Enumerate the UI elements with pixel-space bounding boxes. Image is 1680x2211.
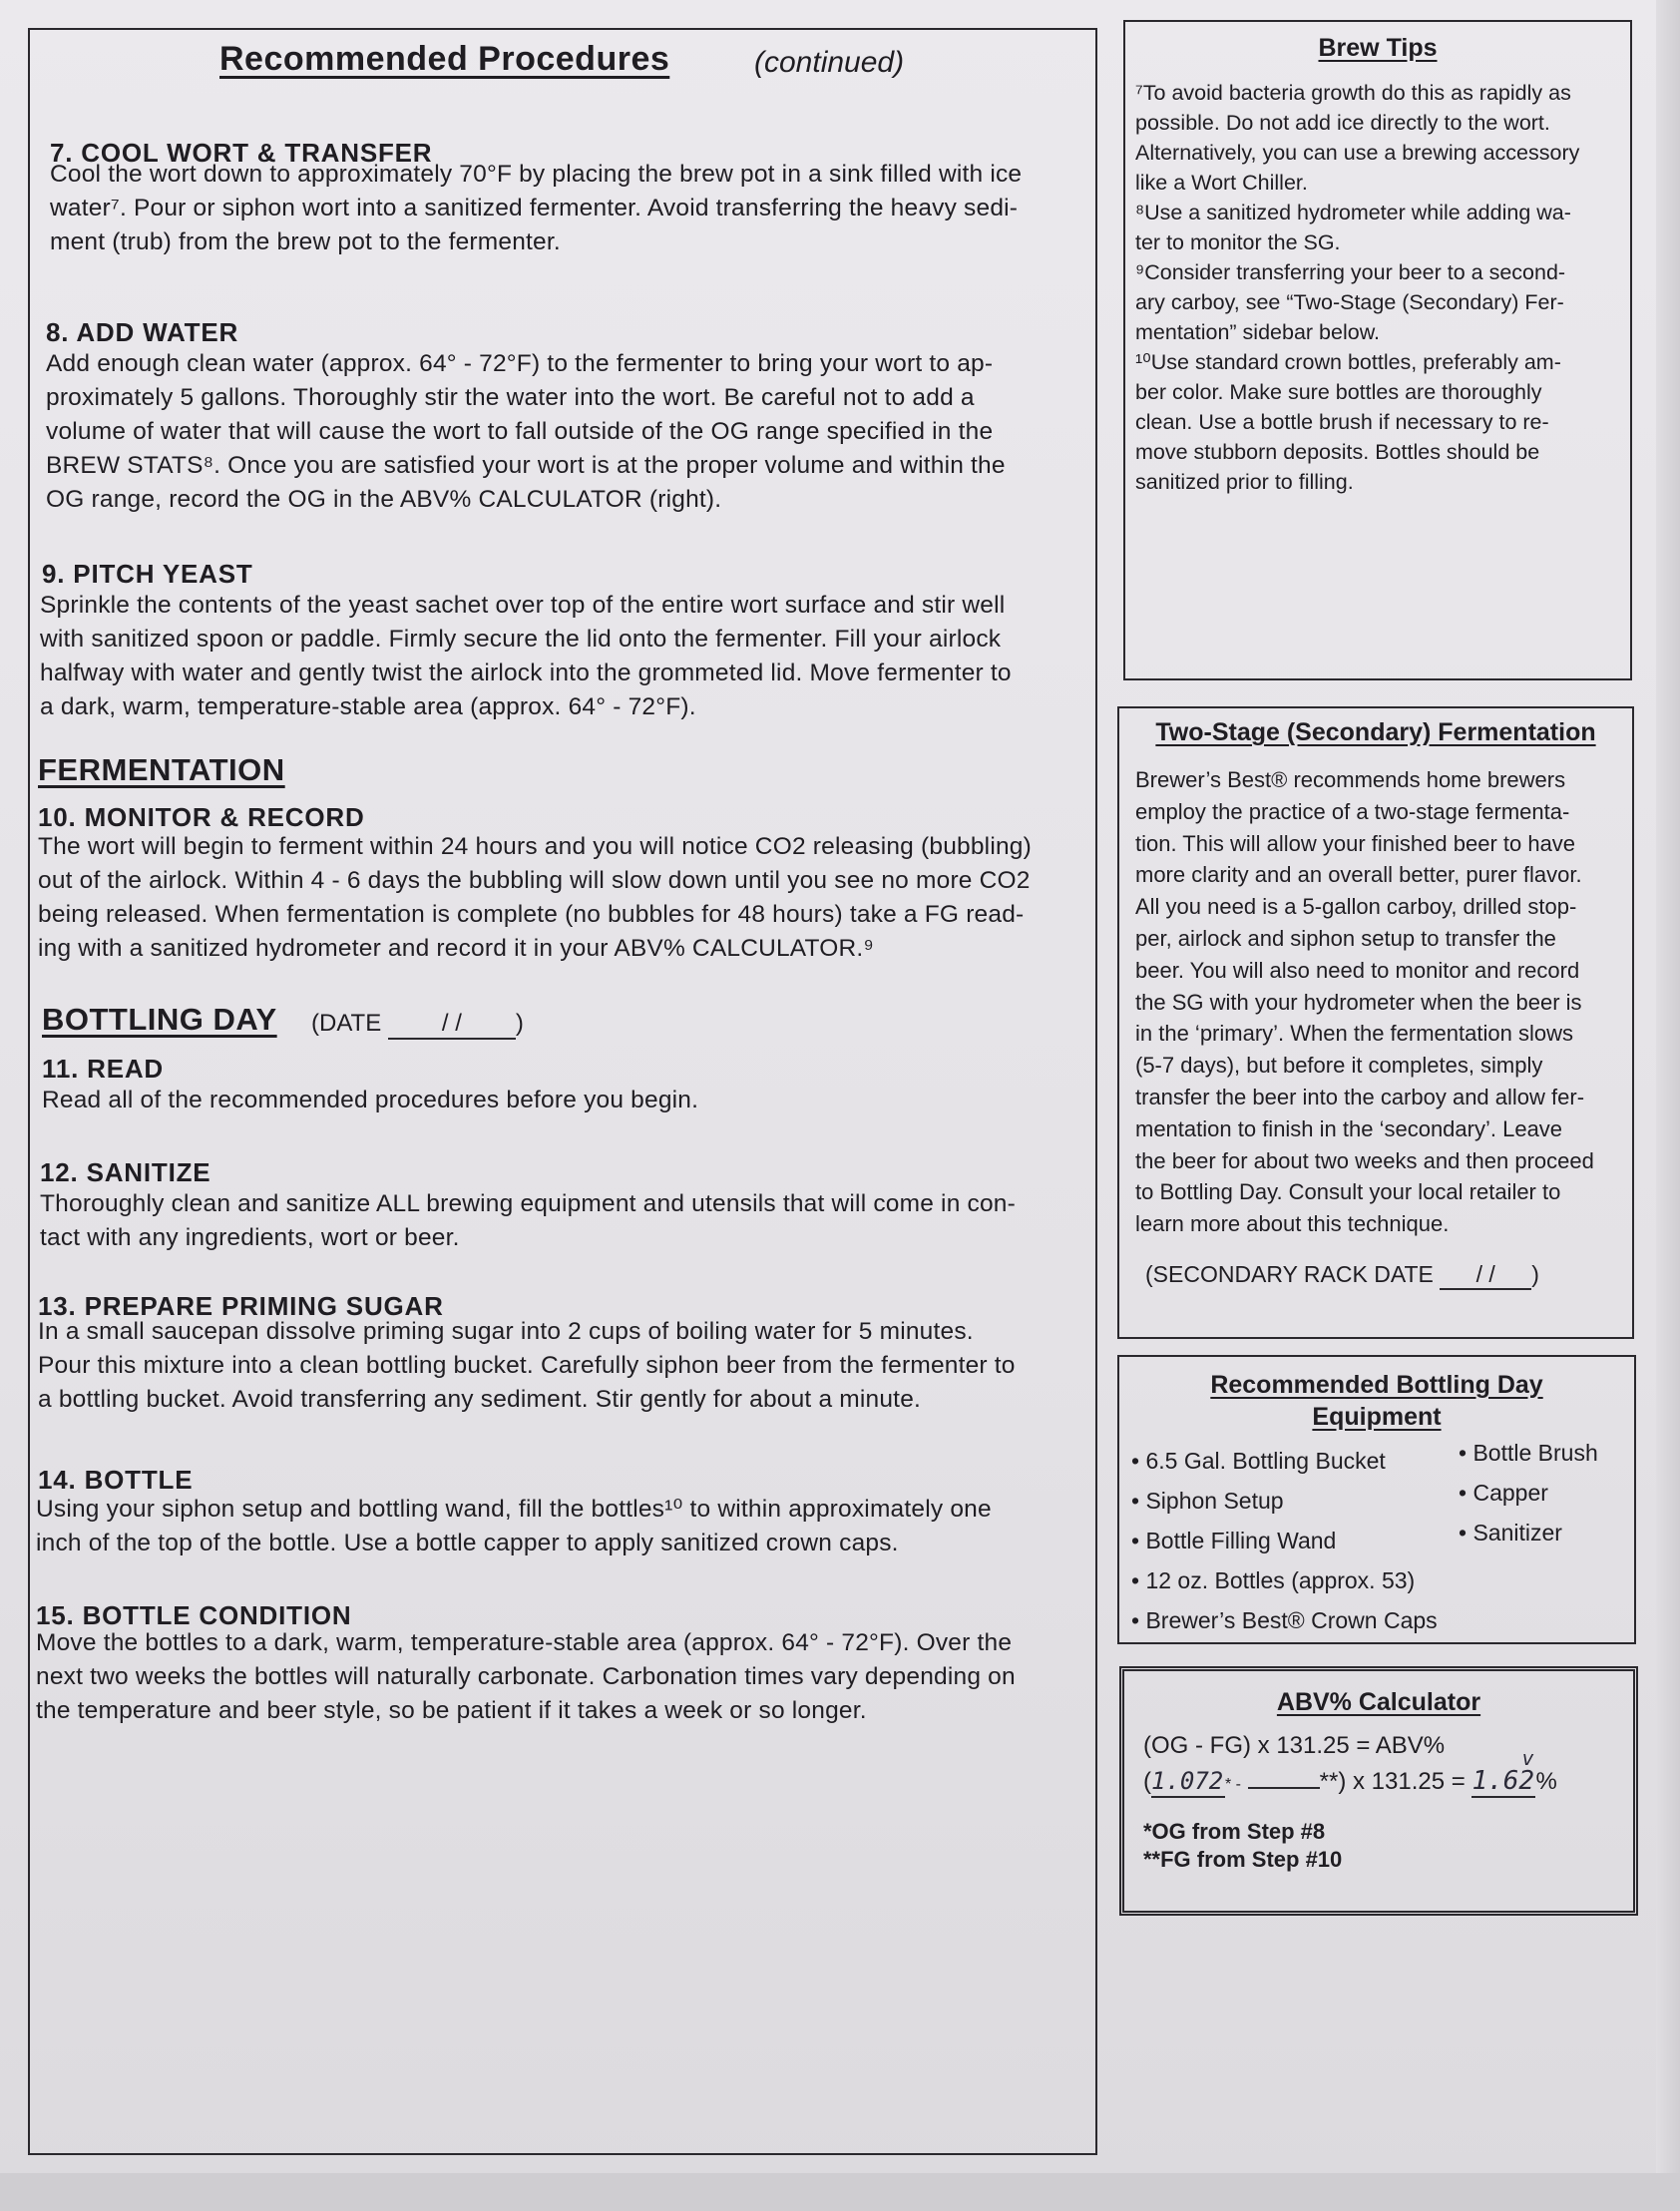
step-9-heading: 9. PITCH YEAST [42, 559, 253, 589]
step-14-body: Using your siphon setup and bottling wand, fill the bottles¹⁰ to within approximately one inch of the top of the bottle. Use a bottle capper to apply sanitized crown caps. [36, 1496, 992, 1556]
abv-calculator-title: ABV% Calculator [1276, 1688, 1481, 1716]
list-item: • 12 oz. Bottles (approx. 53) [1131, 1560, 1438, 1600]
og-input[interactable]: 1.072 [1151, 1767, 1225, 1798]
abv-result-input[interactable]: 1.62 v [1471, 1746, 1535, 1796]
brew-tips-title: Brew Tips [1318, 34, 1438, 62]
step-12-heading: 12. SANITIZE [40, 1157, 211, 1187]
table-surface [0, 2173, 1680, 2211]
abv-footnotes: *OG from Step #8 **FG from Step #10 [1143, 1819, 1343, 1872]
step-11-body: Read all of the recommended procedures before you begin. [42, 1087, 699, 1113]
equipment-list-left [1131, 1441, 1438, 1640]
abv-formula: (OG - FG) x 131.25 = ABV% [1143, 1732, 1446, 1759]
step-9-body: Sprinkle the contents of the yeast sachet over top of the entire wort surface and stir well with sanitized spoon or paddle. Firmly secure the lid onto the fermenter. Fill your airlock halfway with water and gently twist the airlock into the grommeted lid. Move fermenter to a dark, warm, temperature-stable area (approx. 64° - 72°F). [40, 592, 1012, 720]
list-item: • 6.5 Gal. Bottling Bucket [1131, 1441, 1438, 1481]
bottling-date-field[interactable]: (DATE / / ) [311, 1010, 524, 1040]
brew-tips-notes: ⁷To avoid bacteria growth do this as rapidly as possible. Do not add ice directly to the wort. Alternatively, you can use a brewing accessory like a Wort Chiller. ⁸Use a sanitized hydrometer while adding wa- ter to monitor the SG. ⁹Consider transferring your beer to a second- ary carboy, see “Two-Stage (Secondary) Fer- mentation” sidebar below. ¹⁰Use standard crown bottles, preferably am- ber color. Make sure bottles are thoroughly clean. Use a bottle brush if necessary to re- move stubborn deposits. Bottles should be sanitized prior to filling. [1135, 81, 1580, 494]
step-14-heading: 14. BOTTLE [38, 1465, 194, 1495]
step-11-heading: 11. READ [42, 1054, 165, 1084]
list-item: • Sanitizer [1459, 1513, 1598, 1552]
bottling-day-heading: BOTTLING DAY [42, 1002, 277, 1037]
fg-input[interactable] [1248, 1787, 1320, 1789]
step-13-body: In a small saucepan dissolve priming sugar into 2 cups of boiling water for 5 minutes. Pour this mixture into a clean bottling bucket. Carefully siphon beer from the fermenter to a bottling bucket. Avoid transferring any sediment. Stir gently for about a minute. [38, 1318, 1016, 1413]
step-8-heading: 8. ADD WATER [46, 317, 239, 347]
list-item: • Capper [1459, 1473, 1598, 1513]
two-stage-body: Brewer’s Best® recommends home brewers employ the practice of a two-stage fermenta- tion. This will allow your finished beer to have more clarity and an overall better, purer flavor. All you need is a 5-gallon carboy, drilled stop- per, airlock and siphon setup to transfer the beer. You will also need to monitor and record the SG with your hydrometer when the beer is in the ‘primary’. When the fermentation slows (5-7 days), but before it completes, simply transfer the beer into the carboy and allow fer- mentation to finish in the ‘secondary’. Leave the beer for about two weeks and then proceed to Bottling Day. Consult your local retailer to learn more about this technique. [1135, 767, 1594, 1237]
step-8-body: Add enough clean water (approx. 64° - 72°F) to the fermenter to bring your wort to ap- proximately 5 gallons. Thoroughly stir the water into the wort. Be careful not to add a volume of water that will cause the wort to fall outside of the OG range specified in the BREW STATS⁸. Once you are satisfied your wort is at the proper volume and within the OG range, record the OG in the ABV% CALCULATOR (right). [46, 350, 1006, 513]
list-item: • Bottle Brush [1459, 1433, 1598, 1473]
equipment-list-right [1459, 1433, 1598, 1552]
equipment-title: Recommended Bottling Day Equipment [1210, 1371, 1543, 1431]
step-10-body: The wort will begin to ferment within 24 hours and you will notice CO2 releasing (bubbling) out of the airlock. Within 4 - 6 days the bubbling will slow down until you see no more CO2 being released. When fermentation is complete (no bubbles for 48 hours) take a FG read- ing with a sanitized hydrometer and record it in your ABV% CALCULATOR.⁹ [38, 833, 1032, 962]
page-title: Recommended Procedures [219, 40, 670, 78]
list-item: • Brewer’s Best® Crown Caps [1131, 1600, 1438, 1640]
step-7-body: Cool the wort down to approximately 70°F by placing the brew pot in a sink filled with ice water⁷. Pour or siphon wort into a sanitized fermenter. Avoid transferring the heavy sedi- ment (trub) from the brew pot to the fermenter. [50, 161, 1023, 255]
list-item: • Siphon Setup [1131, 1481, 1438, 1521]
fermentation-heading: FERMENTATION [38, 752, 285, 787]
step-10-heading: 10. MONITOR & RECORD [38, 802, 365, 832]
step-7-heading: 7. COOL WORT & TRANSFER [50, 138, 433, 168]
page-edge-shadow [1656, 0, 1680, 2211]
step-15-heading: 15. BOTTLE CONDITION [36, 1600, 352, 1630]
step-15-body: Move the bottles to a dark, warm, temperature-stable area (approx. 64° - 72°F). Over the next two weeks the bottles will naturally carbonate. Carbonation times vary depending on the temperature and beer style, so be patient if it takes a week or so longer. [36, 1629, 1016, 1724]
list-item: • Bottle Filling Wand [1131, 1521, 1438, 1560]
two-stage-title: Two-Stage (Secondary) Fermentation [1155, 718, 1596, 746]
page-title-suffix: (continued) [754, 46, 905, 79]
secondary-rack-date-field[interactable]: (SECONDARY RACK DATE / / ) [1145, 1261, 1539, 1290]
step-13-heading: 13. PREPARE PRIMING SUGAR [38, 1291, 444, 1321]
step-12-body: Thoroughly clean and sanitize ALL brewing equipment and utensils that will come in con- tact with any ingredients, wort or beer. [40, 1190, 1016, 1251]
abv-entry-line: (1.072 * - **) x 131.25 = 1.62 v % [1143, 1746, 1557, 1796]
